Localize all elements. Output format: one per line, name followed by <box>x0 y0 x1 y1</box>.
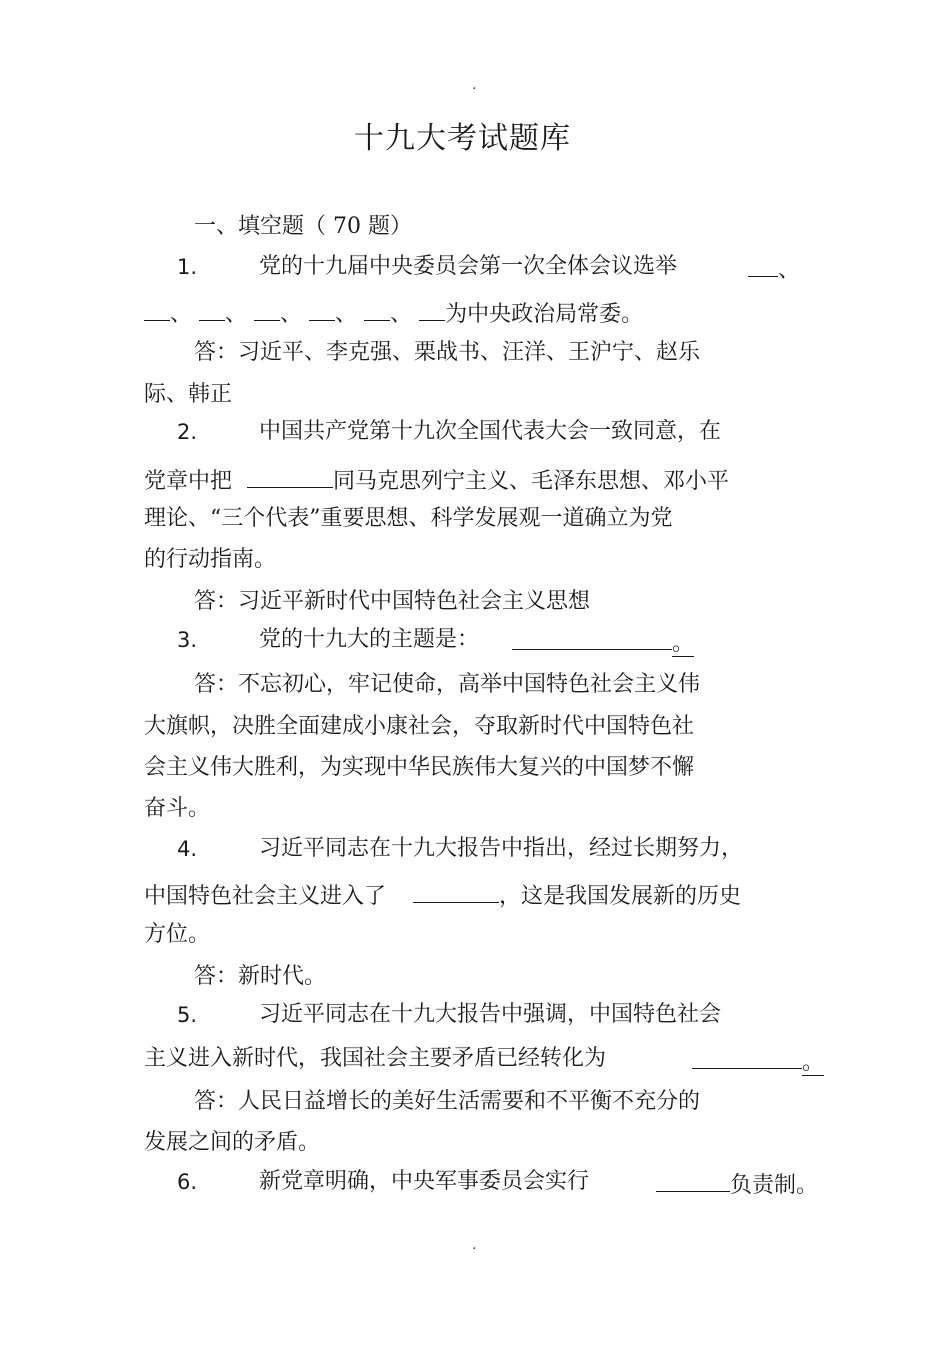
question-text: 负责制。 <box>656 1171 818 1197</box>
question-text: 习近平同志在十九大报告中强调，中国特色社会 <box>259 1002 722 1027</box>
answer-blank[interactable] <box>254 300 280 321</box>
question-text: 党的十九届中央委员会第一次全体会议选举 <box>259 254 678 279</box>
answer-text: 奋斗。 <box>144 796 211 821</box>
answer-text: 发展之间的矛盾。 <box>144 1130 321 1155</box>
answer-blank[interactable] <box>247 467 333 488</box>
question-number: 4. <box>177 837 198 861</box>
answer-blank[interactable] <box>419 300 445 321</box>
answer-blank[interactable] <box>692 1048 802 1069</box>
question-text: 主义进入新时代，我国社会主要矛盾已经转化为 <box>144 1046 607 1071</box>
answer-blank[interactable] <box>144 300 170 321</box>
bottom-dot: . <box>472 1237 477 1253</box>
question-text: 中国共产党第十九次全国代表大会一致同意，在 <box>259 419 722 444</box>
answer-blank[interactable] <box>413 882 499 903</box>
question-text: 。 <box>692 1048 824 1074</box>
answer-text: 答：新时代。 <box>194 964 327 989</box>
question-text: 理论、“三个代表”重要思想、科学发展观一道确立为党 <box>144 506 673 531</box>
answer-blank[interactable] <box>309 300 335 321</box>
answer-blank[interactable] <box>199 300 225 321</box>
answer-text: 答：习近平新时代中国特色社会主义思想 <box>194 589 591 614</box>
question-text: 方位。 <box>144 922 211 947</box>
answer-text: 答：不忘初心，牢记使命，高举中国特色社会主义伟 <box>194 672 701 697</box>
answer-blank[interactable] <box>656 1171 730 1192</box>
question-number: 6. <box>177 1170 198 1194</box>
answer-text: 会主义伟大胜利，为实现中华民族伟大复兴的中国梦不懈 <box>144 755 695 780</box>
question-text: 。 <box>512 629 694 655</box>
question-text: 党的十九大的主题是： <box>259 627 480 652</box>
question-text: 、 <box>748 256 800 282</box>
question-number: 5. <box>177 1003 198 1027</box>
page-title: 十九大考试题库 <box>354 121 571 156</box>
question-text: 新党章明确，中央军事委员会实行 <box>259 1169 590 1194</box>
question-text: 、 、 、 、 、 为中央政治局常委。 <box>144 300 643 326</box>
answer-text: 答：人民日益增长的美好生活需要和不平衡不充分的 <box>194 1089 701 1114</box>
question-text: 习近平同志在十九大报告中指出，经过长期努力， <box>259 836 744 861</box>
answer-blank[interactable] <box>748 256 778 277</box>
answer-text: 答：习近平、李克强、栗战书、汪洋、王沪宁、赵乐 <box>194 340 701 365</box>
question-text: 党章中把 同马克思列宁主义、毛泽东思想、邓小平 <box>144 469 730 494</box>
answer-text: 大旗帜，决胜全面建成小康社会，夺取新时代中国特色社 <box>144 714 695 739</box>
top-dot: . <box>472 77 477 93</box>
section-heading: 一、填空题（ 70 题） <box>194 214 412 239</box>
question-number: 1. <box>177 255 198 279</box>
question-number: 3. <box>177 628 198 652</box>
answer-text: 际、韩正 <box>144 382 233 407</box>
question-text: 的行动指南。 <box>144 547 277 572</box>
answer-blank[interactable] <box>512 629 672 650</box>
answer-blank[interactable] <box>364 300 390 321</box>
question-text: 中国特色社会主义进入了 ，这是我国发展新的历史 <box>144 884 742 909</box>
question-number: 2. <box>177 420 198 444</box>
